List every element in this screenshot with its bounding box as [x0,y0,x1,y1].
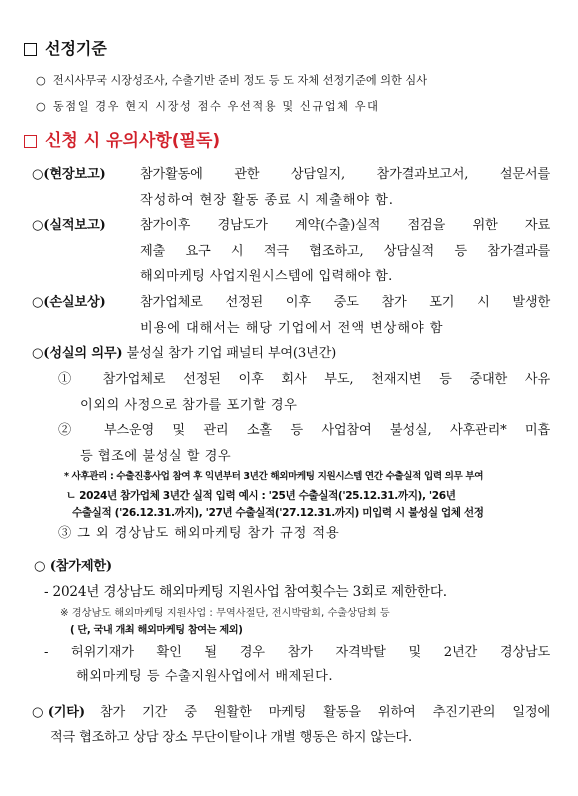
duty-footnote: * 사후관리 : 수출진흥사업 참여 후 익년부터 3년간 해외마케팅 지원시스템 연간 수출실적 입력 의무 부여 [64,471,484,482]
restriction-line-2b: 해외마케팅 등 수출지원사업에서 배제된다. [76,669,334,684]
duty-item-1-line-2: 이외의 사정으로 참가를 포기할 경우 [80,398,298,413]
performance-report-line-2: 제출 요구 시 적극 협조하고, 상담실적 등 참가결과를 [140,244,550,259]
section-notice-title: 신청 시 유의사항(필독) [24,126,220,151]
duty-head: ○(성실의 의무) 불성실 참가 기업 패널티 부여(3년간) [32,346,337,361]
performance-report-line-1: 참가이후 경남도가 계약(수출)실적 점검을 위한 자료 [140,218,550,233]
field-report-head: ○(현장보고) [32,167,106,182]
circle-bullet-icon: ○ [36,100,46,113]
loss-compensation-line-2: 비용에 대해서는 해당 기업에서 전액 변상해야 함 [140,321,444,336]
restriction-head: ○ (참가제한) [34,559,112,574]
loss-compensation-head: ○(손실보상) [32,295,106,310]
duty-item-2-line-2: 등 협조에 불성실 할 경우 [80,449,232,464]
section-selection-criteria-title: 선정기준 [24,36,107,59]
etc-head: ○ (기타) [32,705,85,720]
performance-report-head: ○(실적보고) [32,218,106,233]
etc-line-1: 참가 기간 중 원활한 마케팅 활동을 위하여 추진기관의 일정에 [100,705,550,720]
checkbox-square-icon [24,135,37,148]
restriction-note-1: ※ 경상남도 해외마케팅 지원사업 : 무역사절단, 전시박람회, 수출상담회 등 [60,608,390,619]
duty-item-1-line-1: ① 참가업체로 선정된 이후 회사 부도, 천재지변 등 중대한 사유 [58,372,550,387]
restriction-line-1: - 2024년 경상남도 해외마케팅 지원사업 참여횟수는 3회로 제한한다. [44,584,447,600]
duty-item-3: ③ 그 외 경상남도 해외마케팅 참가 규정 적용 [58,526,340,541]
etc-line-2: 적극 협조하고 상담 장소 무단이탈이나 개별 행동은 하지 않는다. [50,730,412,745]
circle-bullet-icon: ○ [36,74,46,87]
field-report-line-2: 작성하여 현장 활동 종료 시 제출해야 함. [140,193,394,208]
criteria-item-2: ○ 동점일 경우 현지 시장성 점수 우선적용 및 신규업체 우대 [36,100,380,113]
criteria-item-1: ○ 전시사무국 시장성조사, 수출기반 준비 정도 등 도 자체 선정기준에 의한 심사 [36,74,428,87]
field-report-line-1: 참가활동에 관한 상담일지, 참가결과보고서, 설문서를 [140,167,550,182]
duty-example-line-2: 수출실적 ('26.12.31.까지), '27년 수출실적('27.12.31.까지) 미입력 시 불성실 업체 선정 [72,507,484,519]
checkbox-square-icon [24,43,37,56]
restriction-line-2a: - 허위기재가 확인 될 경우 참가 자격박탈 및 2년간 경상남도 [44,645,550,660]
restriction-note-2: ( 단, 국내 개최 해외마케팅 참여는 제외) [70,625,243,636]
duty-item-2-line-1: ② 부스운영 및 관리 소홀 등 사업참여 불성실, 사후관리* 미흡 [58,423,550,438]
duty-example-line-1: ㄴ 2024년 참가업체 3년간 실적 입력 예시 : '25년 수출실적('25.12.31.까지), '26년 [66,490,456,502]
performance-report-line-3: 해외마케팅 사업지원시스템에 입력해야 함. [140,269,393,284]
loss-compensation-line-1: 참가업체로 선정된 이후 중도 참가 포기 시 발생한 [140,295,550,310]
